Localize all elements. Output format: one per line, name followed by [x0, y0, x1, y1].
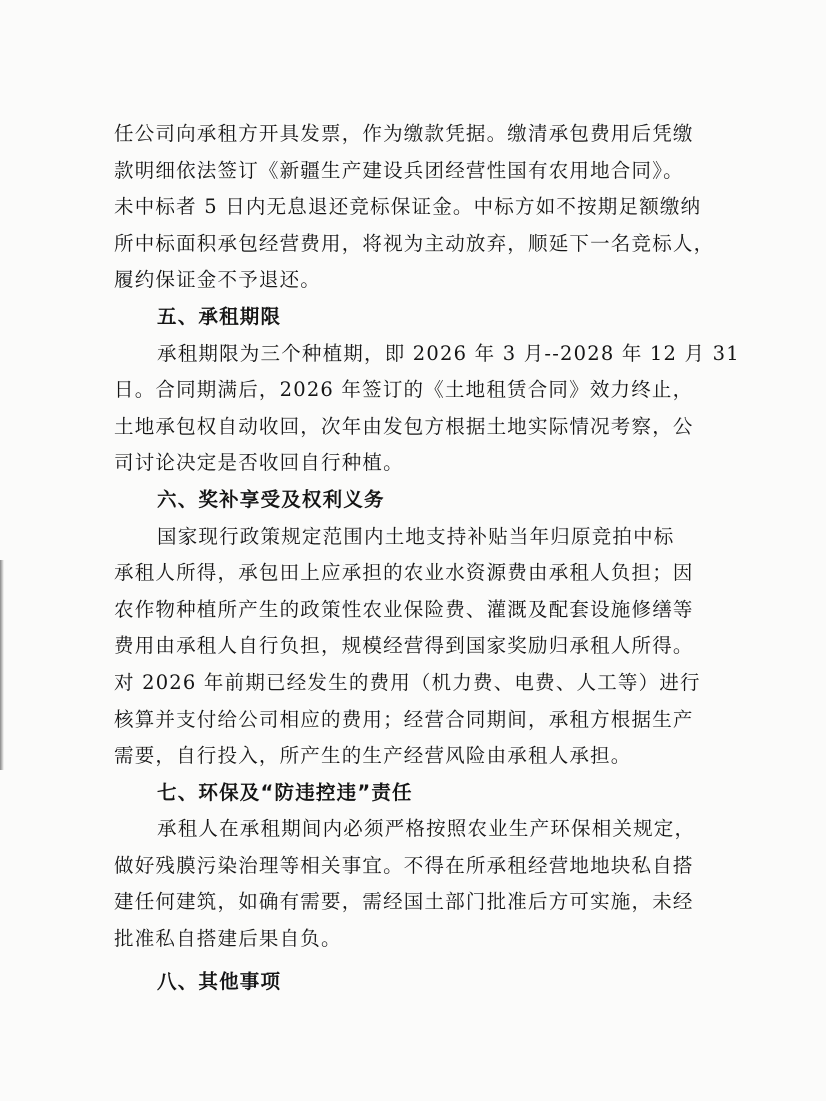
body-line: 承租人在承租期间内必须严格按照农业生产环保相关规定，: [157, 817, 696, 841]
body-line: 批准私自搭建后果自负。: [114, 927, 342, 951]
document-body: [114, 116, 740, 1000]
body-line: 国家现行政策规定范围内土地支持补贴当年归原竞拍中标: [157, 524, 675, 548]
body-line: 司讨论决定是否收回自行种植。: [114, 451, 404, 475]
section-heading-term: 五、承租期限: [157, 304, 282, 328]
body-line: 土地承包权自动收回，次年由发包方根据土地实际情况考察，公: [114, 414, 694, 438]
body-line: 承租人所得，承包田上应承担的农业水资源费由承租人负担；因: [114, 561, 694, 585]
body-line: 日。合同期满后，2026 年签订的《土地租赁合同》效力终止，: [114, 378, 694, 402]
body-line: 做好残膜污染治理等相关事宜。不得在所承租经营地地块私自搭: [114, 853, 694, 877]
body-line: 农作物种植所产生的政策性农业保险费、灌溉及配套设施修缮等: [114, 597, 694, 621]
body-line: 所中标面积承包经营费用，将视为主动放弃，顺延下一名竞标人，: [114, 231, 715, 255]
body-line: 建任何建筑，如确有需要，需经国土部门批准后方可实施，未经: [114, 890, 694, 914]
section-heading-subsidies: 六、奖补享受及权利义务: [157, 487, 385, 511]
body-line: 对 2026 年前期已经发生的费用（机力费、电费、人工等）进行: [114, 670, 701, 694]
body-line: 费用由承租人自行负担，规模经营得到国家奖励归承租人所得。: [114, 634, 694, 658]
section-heading-environment: 七、环保及“防违控违”责任: [157, 780, 413, 804]
body-line: 核算并支付给公司相应的费用；经营合同期间，承租方根据生产: [114, 707, 694, 731]
body-line: 承租期限为三个种植期，即 2026 年 3 月--2028 年 12 月 31: [157, 341, 740, 365]
body-line: 履约保证金不予退还。: [114, 268, 322, 292]
scan-edge-shadow: [0, 560, 4, 770]
body-line: 任公司向承租方开具发票，作为缴款凭据。缴清承包费用后凭缴: [114, 122, 694, 145]
section-heading-other: 八、其他事项: [157, 969, 282, 993]
body-line: 未中标者 5 日内无息退还竞标保证金。中标方如不按期足额缴纳: [114, 195, 702, 219]
body-line: 需要，自行投入，所产生的生产经营风险由承租人承担。: [114, 744, 632, 768]
body-line: 款明细依法签订《新疆生产建设兵团经营性国有农用地合同》。: [114, 158, 684, 182]
